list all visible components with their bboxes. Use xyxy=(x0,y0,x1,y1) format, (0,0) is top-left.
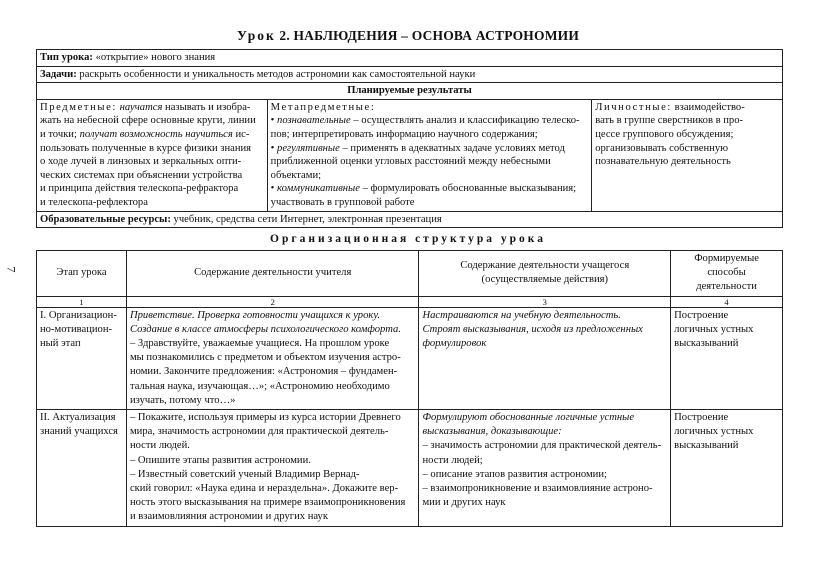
student-line: Настраиваются на учебную деятельность. xyxy=(422,309,621,321)
student-line: формулировок xyxy=(422,338,487,350)
lesson-info-table xyxy=(36,49,783,228)
structure-header-row xyxy=(37,251,783,297)
personal-results xyxy=(592,99,783,211)
page-number: 7 xyxy=(4,266,19,273)
student-line: – значимость астрономии для практической деятель- xyxy=(422,440,662,452)
student-line: высказывания, доказывающие: xyxy=(422,426,562,438)
student-line: ности людей; xyxy=(422,454,483,466)
stage-cell xyxy=(37,410,127,527)
skills-line: Построение xyxy=(674,309,729,321)
header-student-line-1: Содержание деятельности учащегося xyxy=(460,260,630,272)
stage-line: ный этап xyxy=(40,338,81,350)
column-number: 1 xyxy=(37,296,127,307)
personal-line-3: цессе группового обсуждения; xyxy=(595,128,734,140)
student-line: – описание этапов развития астрономии; xyxy=(422,468,607,480)
header-skills-line-3: деятельности xyxy=(696,281,757,293)
lesson-type-label: Тип урока: xyxy=(40,52,93,63)
teacher-cell xyxy=(126,307,419,409)
teacher-line: ности людей. xyxy=(129,440,190,452)
resources-value: учебник, средства сети Интернет, электронная презентация xyxy=(173,213,442,225)
personal-line-2: вать в группе сверстников в про- xyxy=(595,115,744,127)
header-student-line-2: (осуществляемые действия) xyxy=(481,274,609,286)
column-number: 4 xyxy=(671,296,783,307)
student-line: Строят высказывания, исходя из предложенных xyxy=(422,323,643,335)
goals-value: раскрыть особенности и уникальность методов астрономии как самостоятельной науки xyxy=(79,68,476,80)
meta-results: Метапредметные: • познавательные – осуществлять анализ и классификацию телеско- пов; интерпретировать информацию научного содержания; • регулятивные – применять в адекватных задаче условиях метод приближенной оценки угловых расстояний между небесными объектами; • коммуникативные – формулировать обоснованные высказывания; участвовать в групповой работе xyxy=(267,99,592,211)
skills-line: высказываний xyxy=(674,440,739,452)
skills-cell xyxy=(671,410,783,527)
subject-line-2: жать на небесной сфере основные круги, линии xyxy=(40,115,256,127)
subject-line-4: пользовать полученные в курсе физики знания xyxy=(40,142,252,154)
stage-line: знаний учащихся xyxy=(40,426,118,438)
structure-title: Организационная структура урока xyxy=(270,233,546,245)
header-teacher: Содержание деятельности учителя xyxy=(126,251,419,297)
subject-text-1: называть и изобра- xyxy=(165,101,251,113)
subject-italic-1: научатся xyxy=(119,101,163,113)
meta-line-5: объектами; xyxy=(270,169,322,181)
student-line: мии и других наук xyxy=(422,497,506,509)
subject-label: Предметные: xyxy=(40,101,117,113)
subject-line-5: о ходе лучей в линзовых и зеркальных опти- xyxy=(40,156,242,168)
meta-text-1: – осуществлять анализ и классификацию телеско- xyxy=(353,115,580,127)
teacher-line: и взаимовлияния астрономии и других наук xyxy=(129,511,328,523)
teacher-line: Приветствие. Проверка готовности учащихся к уроку. xyxy=(129,309,381,321)
structure-table xyxy=(36,250,783,527)
teacher-line: изучать, потому что…» xyxy=(129,394,236,406)
subject-italic-3: получат возможность научиться xyxy=(79,128,233,140)
meta-text-6: – формулировать обоснованные высказывания; xyxy=(362,183,577,195)
lesson-prefix: Урок xyxy=(236,28,276,43)
subject-line-6: ческих системах при объяснении устройства xyxy=(40,169,243,181)
lesson-title-text: 2. НАБЛЮДЕНИЯ – ОСНОВА АСТРОНОМИИ xyxy=(279,28,580,43)
table-row xyxy=(37,410,783,527)
meta-line-2: пов; интерпретировать информацию научного содержания; xyxy=(270,128,538,140)
subject-results xyxy=(37,99,268,211)
teacher-line: – Покажите, используя примеры из курса истории Древнего xyxy=(129,412,401,424)
student-cell xyxy=(419,410,671,527)
skills-line: высказываний xyxy=(674,338,739,350)
teacher-line: номии. Закончите предложения: «Астрономия – фундамен- xyxy=(129,366,398,378)
subject-line-7: и принципа действия телескопа-рефрактора xyxy=(40,183,239,195)
header-student xyxy=(419,251,671,297)
resources-label: Образовательные ресурсы: xyxy=(40,213,171,225)
teacher-line: Создание в классе атмосферы психологического комфорта. xyxy=(129,323,401,335)
teacher-line: мы познакомились с предметом и объектом изучения астро- xyxy=(129,352,401,364)
lesson-type-value: «открытие» нового знания xyxy=(95,52,216,63)
teacher-line: – Известный советский ученый Владимир Вернад- xyxy=(129,468,360,480)
teacher-line: тальная наука, изучающая…»; «Астрономию необходимо xyxy=(129,380,390,392)
header-stage: Этап урока xyxy=(37,251,127,297)
student-line: Формулируют обоснованные логичные устные xyxy=(422,412,635,424)
meta-line-4: приближенной оценки угловых расстояний между небесными xyxy=(270,156,551,168)
stage-line: II. Актуализация xyxy=(40,412,116,424)
table-row xyxy=(37,307,783,409)
lesson-type-row xyxy=(37,50,783,67)
meta-line-7: участвовать в групповой работе xyxy=(270,196,415,208)
goals-label: Задачи: xyxy=(40,68,77,80)
teacher-cell xyxy=(126,410,419,527)
personal-text-1: взаимодейство- xyxy=(674,101,745,113)
column-number: 2 xyxy=(126,296,419,307)
teacher-line: ский говорил: «Наука едина и нераздельна». Докажите вер- xyxy=(129,483,399,495)
teacher-line: ность этого высказывания на примере взаимопроникновения xyxy=(129,497,406,509)
student-line: – взаимопроникновение и взаимовлияние астроно- xyxy=(422,483,653,495)
column-number-row xyxy=(37,296,783,307)
stage-cell xyxy=(37,307,127,409)
meta-italic-6: коммуникативные xyxy=(277,183,360,195)
header-skills xyxy=(671,251,783,297)
header-skills-line-1: Формируемые xyxy=(694,253,759,264)
meta-italic-3: регулятивные xyxy=(277,142,340,154)
results-header: Планируемые результаты xyxy=(37,83,783,100)
subject-text-3b: ис- xyxy=(235,128,250,140)
results-header-row xyxy=(37,83,783,100)
skills-line: логичных устных xyxy=(674,323,754,335)
personal-line-5: познавательную деятельность xyxy=(595,156,731,168)
stage-line: I. Организацион- xyxy=(40,309,117,321)
lesson-title xyxy=(0,28,816,44)
results-row xyxy=(37,99,783,211)
stage-line: но-мотивацион- xyxy=(40,323,113,335)
teacher-line: мира, значимость астрономии для практической деятель- xyxy=(129,426,389,438)
teacher-line: – Здравствуйте, уважаемые учащиеся. На прошлом уроке xyxy=(129,338,390,350)
skills-line: Построение xyxy=(674,412,729,424)
column-number: 3 xyxy=(419,296,671,307)
teacher-line: – Опишите этапы развития астрономии. xyxy=(129,454,311,466)
meta-italic-1: познавательные xyxy=(277,115,351,127)
meta-label: Метапредметные: xyxy=(270,101,376,113)
subject-text-3: и точки; xyxy=(40,128,77,140)
resources-row xyxy=(37,211,783,228)
skills-line: логичных устных xyxy=(674,426,754,438)
subject-line-8: и телескопа-рефлектора xyxy=(40,196,148,208)
personal-line-4: организовывать собственную xyxy=(595,142,729,154)
skills-cell xyxy=(671,307,783,409)
header-skills-line-2: способы xyxy=(707,267,746,279)
student-cell xyxy=(419,307,671,409)
personal-label: Личностные: xyxy=(595,101,672,113)
goals-row xyxy=(37,66,783,83)
meta-text-3: – применять в адекватных задаче условиях метод xyxy=(342,142,565,154)
